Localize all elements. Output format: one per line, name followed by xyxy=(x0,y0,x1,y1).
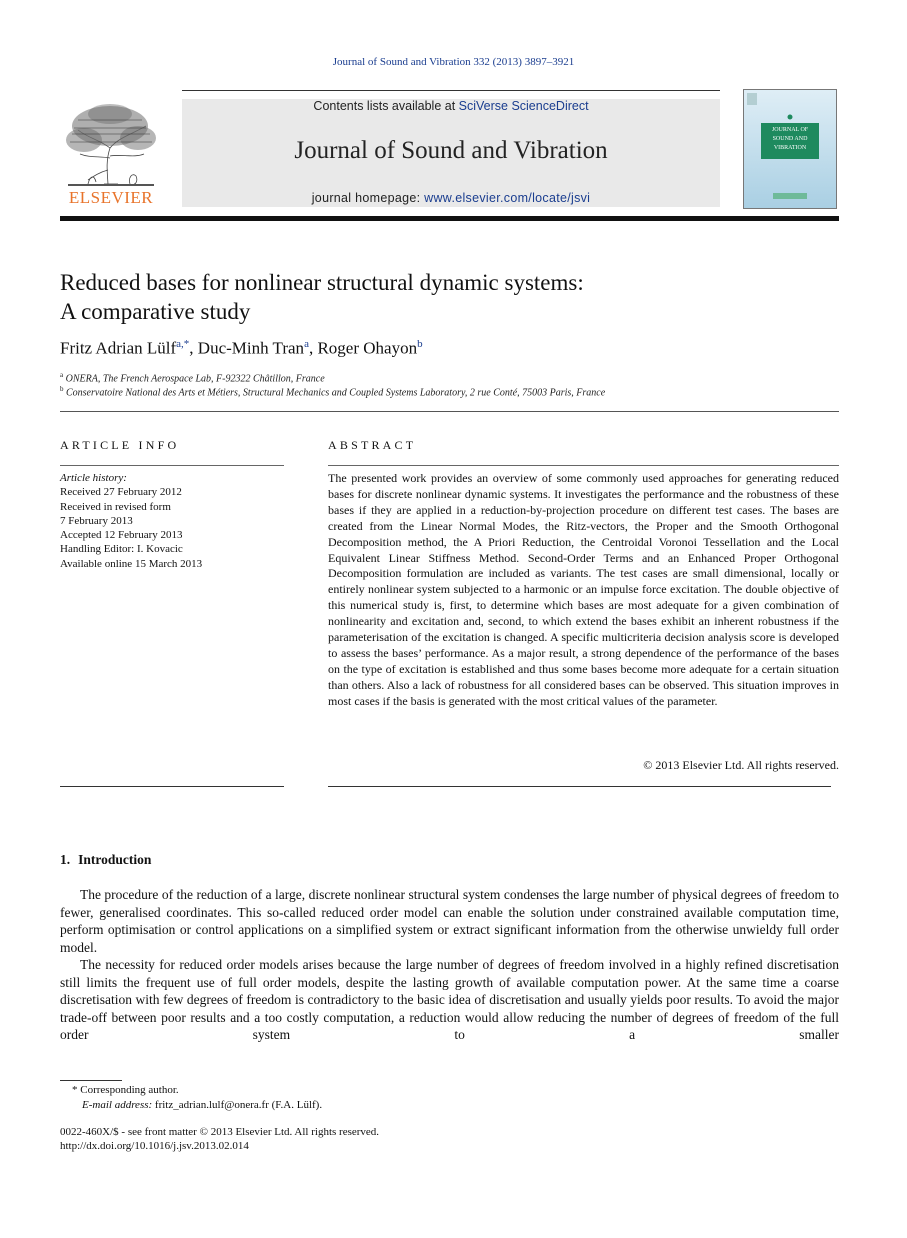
abstract-copyright: © 2013 Elsevier Ltd. All rights reserved. xyxy=(643,758,839,772)
history-item: Available online 15 March 2013 xyxy=(60,557,203,570)
journal-homepage-link[interactable]: www.elsevier.com/locate/jsvi xyxy=(424,191,591,205)
footnote-email xyxy=(82,1099,322,1111)
section-number: 1. xyxy=(60,852,71,867)
author-list xyxy=(60,338,840,359)
email-address[interactable]: fritz_adrian.lulf@onera.fr (F.A. Lülf). xyxy=(152,1099,323,1111)
affiliation-a xyxy=(60,371,840,384)
cover-title-line-3: VIBRATION xyxy=(773,145,807,151)
cover-title-line-1: JOURNAL OF xyxy=(771,127,809,133)
history-item: 7 February 2013 xyxy=(60,514,133,527)
paper-title-line-1: Reduced bases for nonlinear structural dynamic systems: xyxy=(60,270,584,295)
abstract-rule xyxy=(328,465,839,466)
cover-title-line-2: SOUND AND xyxy=(772,136,808,142)
author-affiliation-link[interactable]: a,* xyxy=(176,338,190,350)
cover-title xyxy=(761,126,819,153)
article-info-bottom-rule xyxy=(60,786,284,787)
introduction-heading xyxy=(60,852,151,868)
author-name: Fritz Adrian Lülf xyxy=(60,338,177,358)
article-history xyxy=(60,471,290,571)
author-name: Duc-Minh Tran xyxy=(197,338,305,358)
paper-title xyxy=(60,268,840,326)
affiliation-mark: b xyxy=(60,385,64,393)
journal-citation[interactable]: Journal of Sound and Vibration 332 (2013) 3897–3921 xyxy=(332,56,575,68)
journal-cover-thumbnail[interactable] xyxy=(743,89,837,209)
affiliation-mark: a xyxy=(60,371,64,379)
abstract-bottom-rule xyxy=(328,786,831,787)
history-label: Article history: xyxy=(60,472,127,484)
history-item: Received 27 February 2012 xyxy=(60,486,182,499)
abstract-text: The presented work provides an overview of some commonly used approaches for generating reduced bases for discrete nonlinear dynamic systems. It investigates the performance and the robustness of these bases if they are applied in a reduction-by-projection procedure on different test cases. The bases are created from the Linear Normal Modes, the Ritz-vectors, the Proper and the Smooth Orthogonal Decomposition method, the A Priori Reduction, the Centroidal Voronoi Tessellation and the Local Equivalent Linear Stiffness Method. Second-Order Terms and an Enhanced Proper Orthogonal Decomposition formulation are included as variants. The test cases are small dimensional, locally or entirely nonlinear system subjected to a harmonic or an impulse force excitation. The double objective of this numerical study is, first, to determine which bases are most adequate for a given combination of nonlinearity and excitation and, second, to which extend the bases exhibit an inherent robustness if the parameterisation of the excitation is changed. A specific multicriteria decision analysis score is developed to assess the bases’ performance. As a major result, a strong dependence of the performance of the bases on the type of excitation is established and thus some bases become more adequate for a certain situation than others. Also a lack of robustness for all considered bases can be observed. This situation improves in most cases if the basis is generated with the most critical values of the parameter. xyxy=(328,471,839,708)
author-affiliation-link[interactable]: b xyxy=(417,338,423,350)
introduction-body xyxy=(60,886,839,1044)
abstract-heading: ABSTRACT xyxy=(328,438,417,452)
contents-line xyxy=(182,99,720,113)
elsevier-wordmark: ELSEVIER xyxy=(68,188,154,207)
author-affiliation-link[interactable]: a xyxy=(304,338,309,350)
homepage-line xyxy=(182,191,720,205)
author-separator: , xyxy=(308,338,318,358)
paper-title-line-2: A comparative study xyxy=(60,299,251,324)
history-item: Accepted 12 February 2013 xyxy=(60,529,183,542)
affiliation-b xyxy=(60,385,840,398)
section-divider xyxy=(60,411,839,412)
paragraph: The necessity for reduced order models arises because the large number of degrees of freedom involved in a highly refined discretisation still limits the frequent use of full order models, despite the lasting growth of available computation power. At the same time a coarse discretisation with few degrees of freedom is contradictory to the basic idea of discretisation and usually yields poor results. To avoid the major trade-off between poor results and a too costly computation, a reduction would allow reducing the number of degrees of freedom of the full order system to a smaller xyxy=(60,957,839,1042)
doi-link[interactable]: http://dx.doi.org/10.1016/j.jsv.2013.02.014 xyxy=(60,1140,249,1152)
footnote-rule xyxy=(60,1080,122,1081)
homepage-prefix: journal homepage: xyxy=(311,191,425,205)
history-item: Received in revised form xyxy=(60,500,171,513)
header-thick-rule xyxy=(60,216,839,221)
author-separator: , xyxy=(189,338,198,358)
paragraph: The procedure of the reduction of a large, discrete nonlinear structural system condenses the large number of physical degrees of freedom to fewer, generalised coordinates. This so-called reduced order model can enable the solution under constrained available computation time, perform optimisation or control applications on a simplified system or extract significant information from the otherwise unwieldy full order model. xyxy=(60,887,839,955)
affiliation-text: Conservatoire National des Arts et Métiers, Structural Mechanics and Coupled Systems Laboratory, 2 rue Conté, 75003 Paris, France xyxy=(66,387,606,399)
author-name: Roger Ohayon xyxy=(317,338,418,358)
sciencedirect-link[interactable]: SciVerse ScienceDirect xyxy=(458,99,589,113)
affiliation-text: ONERA, The French Aerospace Lab, F-92322 Châtillon, France xyxy=(65,373,325,385)
email-label: E-mail address: xyxy=(82,1099,153,1111)
header-rule xyxy=(182,90,720,91)
elsevier-logo[interactable] xyxy=(60,100,162,208)
journal-title: Journal of Sound and Vibration xyxy=(294,137,608,164)
contents-prefix: Contents lists available at xyxy=(313,99,459,113)
section-title: Introduction xyxy=(78,852,152,867)
front-matter-notice: 0022-460X/$ - see front matter © 2013 Elsevier Ltd. All rights reserved. xyxy=(60,1126,380,1138)
article-info-heading: ARTICLE INFO xyxy=(60,438,180,452)
footnote-corresponding-author: * Corresponding author. xyxy=(72,1084,179,1096)
history-item: Handling Editor: I. Kovacic xyxy=(60,543,183,556)
article-info-rule xyxy=(60,465,284,466)
journal-masthead xyxy=(182,99,720,207)
